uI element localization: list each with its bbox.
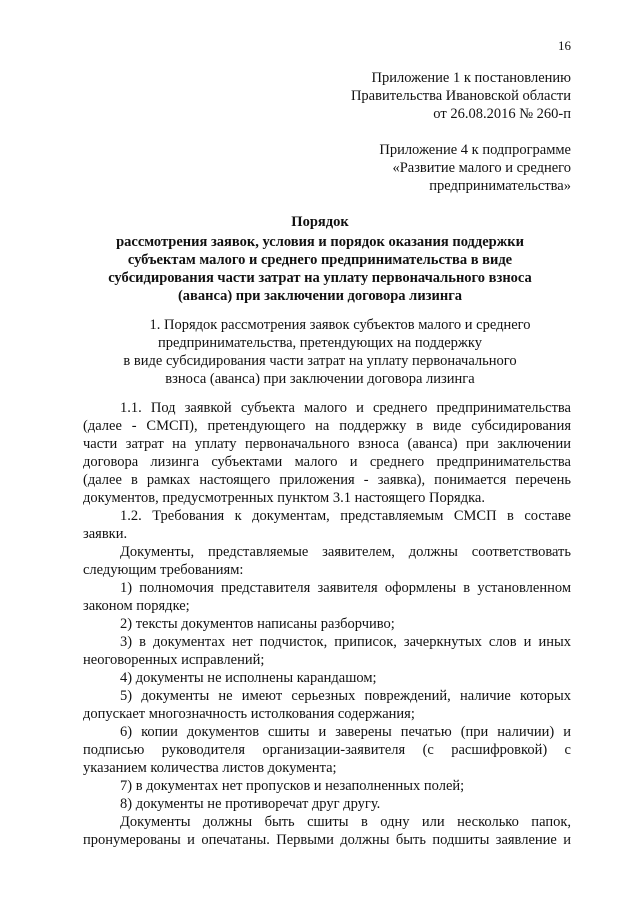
body-line: 4) документы не исполнены карандашом; [120,670,377,686]
body-line: Документы, представляемые заявителем, должны соответствовать [120,544,571,560]
body-line: Документы должны быть сшиты в одну или несколько папок, [120,814,571,830]
title-line: субъектам малого и среднего предпринимательства в виде [127,252,513,268]
body-line: документов, предусмотренных пунктом 3.1 настоящего Порядка. [83,490,485,506]
body-line: 1.2. Требования к документам, представляемым СМСП в составе [120,508,571,524]
attachment-2-line: предпринимательства» [429,178,571,194]
body-line: 6) копии документов сшиты и заверены печатью (при наличии) и [120,724,571,740]
body-line: 2) тексты документов написаны разборчиво; [120,616,395,632]
body-line: пронумерованы и опечатаны. Первыми должны быть подшиты заявление и [83,832,571,848]
title-line: (аванса) при заключении договора лизинга [177,288,463,304]
body-line: части затрат на уплату первоначального взноса (аванса) при заключении [83,436,571,452]
body-line: 5) документы не имеют серьезных повреждений, наличие которых [120,688,571,704]
attachment-1-header [0,69,571,123]
body-line: 7) в документах нет пропусков и незаполненных полей; [120,778,465,794]
section-1-heading [0,316,640,388]
body-line: (далее в рамках настоящего приложения - заявка), понимается перечень [83,472,571,488]
body-line: 3) в документах нет подчисток, приписок, зачеркнутых слов и иных [120,634,571,650]
body-line: допускает многозначность истолкования содержания; [83,706,415,722]
attachment-1-line: от 26.08.2016 № 260-п [433,106,571,122]
attachment-2-header [0,141,571,195]
attachment-2-line: «Развитие малого и среднего [392,160,571,176]
title-line: Порядок [291,214,349,230]
body-line: договора лизинга субъектами малого и среднего предпринимательства [83,454,571,470]
body-line: подписью руководителя организации-заявителя (с расшифровкой) с [83,742,571,758]
body-line: 1) полномочия представителя заявителя оформлены в установленном [120,580,571,596]
body-line: неоговоренных исправлений; [83,652,265,668]
body-line: законом порядке; [83,598,190,614]
body-line: указанием количества листов документа; [83,760,337,776]
section-heading-line: взноса (аванса) при заключении договора лизинга [165,371,475,387]
section-heading-line: в виде субсидирования части затрат на уплату первоначального [123,353,517,369]
title-line: субсидирования части затрат на уплату первоначального взноса [108,270,532,286]
document-title [0,213,640,305]
attachment-2-line: Приложение 4 к подпрограмме [379,142,571,158]
title-line: рассмотрения заявок, условия и порядок оказания поддержки [116,234,524,250]
section-1-body [83,399,571,849]
body-line: следующим требованиям: [83,562,244,578]
section-heading-line: 1. Порядок рассмотрения заявок субъектов малого и среднего [149,317,531,333]
page-number: 16 [558,38,571,53]
section-heading-line: предпринимательства, претендующих на поддержку [158,335,482,351]
attachment-1-line: Приложение 1 к постановлению [371,70,571,86]
attachment-1-line: Правительства Ивановской области [350,88,571,104]
body-line: 8) документы не противоречат друг другу. [120,796,381,812]
body-line: 1.1. Под заявкой субъекта малого и среднего предпринимательства [120,400,571,416]
body-line: (далее - СМСП), претендующего на поддержку в виде субсидирования [83,418,571,434]
body-line: заявки. [83,526,128,542]
